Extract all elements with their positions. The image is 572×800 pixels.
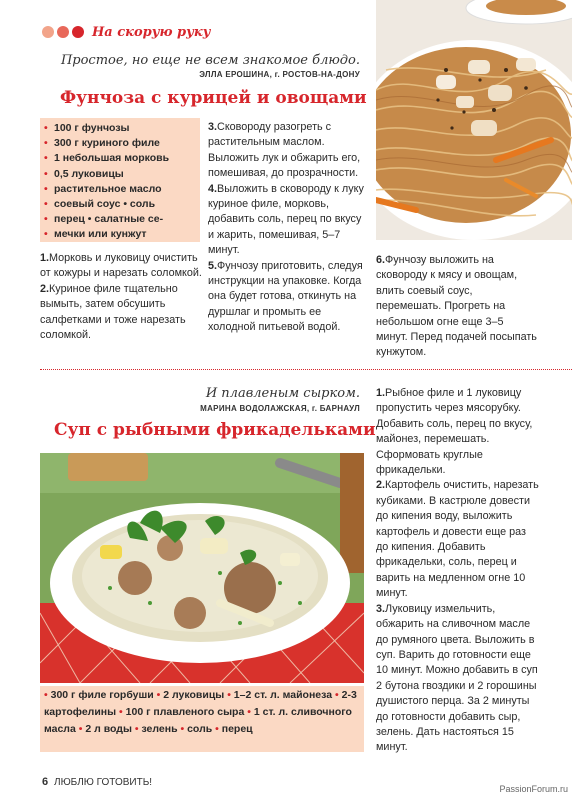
bullet-icon: • [335,689,339,701]
step-text: Картофель очистить, нарезать кубиками. В кастрюле довести до кипения воду, выложить картофель и довести еще раз до кипения. Добавить фрикадельки, соль, перец и варить на медленном огне 10 минут. [376,479,539,600]
recipe1-steps-right [376,253,538,361]
recipe2-ingredients [40,686,364,738]
section-dots [42,26,84,38]
step-number: 2. [376,479,386,492]
step-number: 3. [208,121,218,133]
dot-dark [72,26,84,38]
step-text: Морковь и луковицу очистить от кожуры и нарезать соломкой. [40,252,202,280]
bullet-icon: • [180,723,185,735]
recipe1-intro: Простое, но еще не всем знакомое блюдо. [60,53,360,68]
step-number: 6. [376,254,386,266]
step-number: 2. [40,282,50,295]
ingredient-item: • 0,5 луковицы [44,167,200,182]
recipe2-step-2 [376,478,540,601]
step-number: 5. [208,259,218,272]
funchoza-photo [376,0,572,240]
ingredient-item: • 300 г куриного филе [44,136,200,151]
recipe2-title: Суп с рыбными фрикадельками [54,420,376,440]
bullet-icon: • [215,723,219,735]
ingredient-item: 2 л воды [85,723,132,735]
soup-photo [40,453,364,683]
recipe1-ingredients [44,121,200,243]
recipe2-intro: И плавленым сырком. [205,386,360,401]
recipe2-ingredients-box [40,686,364,752]
dot-mid [57,26,69,38]
watermark: PassionForum.ru [499,784,568,794]
ingredient-item: • мечки или кунжут [44,227,200,242]
recipe1-ingredients-box [40,118,200,242]
recipe2-steps [376,386,540,756]
ingredient-item: 1 ст. л. сливочного масла [44,706,352,735]
recipe1-author: ЭЛЛА ЕРОШИНА, г. РОСТОВ-НА-ДОНУ [199,70,360,79]
recipe1-step-3 [208,120,368,182]
step-text: Луковицу измельчить, обжарить на сливочном масле до румяного цвета. Выложить в суп. Варить до готовности еще 10 минут. Можно добавить в суп 2 бутона гвоздики и 2 горошины душистого перца. За 2 минуты до готовности добавить сыр, зелень. Дать настояться 15 минут. [376,602,538,754]
recipe1-title: Фунчоза с курицей и овощами [60,88,367,108]
recipe1-steps-middle [208,120,368,336]
ingredient-item: • 100 г фунчозы [44,121,200,136]
step-text: Сковороду разогреть с растительным маслом. Выложить лук и обжарить его, помешивая, до прозрачности. [208,121,361,180]
step-number: 4. [208,182,218,195]
dot-light [42,26,54,38]
ingredient-item: • 1 небольшая морковь [44,151,200,166]
recipe2-step-1 [376,386,540,478]
funchoza-illustration [376,0,572,240]
step-text: Рыбное филе и 1 луковицу пропустить через мясорубку. Добавить соль, перец по вкусу, майонез, перемешать. Сформовать круглые фрикадельки. [376,387,533,477]
bullet-icon: • [134,723,139,735]
bullet-icon: • [119,706,123,718]
ingredient-item: • перец • салатные се- [44,212,200,227]
bullet-icon: • [247,706,251,718]
bullet-icon: • [227,689,231,701]
recipe1-step-5 [208,259,368,336]
recipe2-author: МАРИНА ВОДОЛАЖСКАЯ, г. БАРНАУЛ [200,404,360,413]
ingredient-item: 1–2 ст. л. майонеза [233,689,333,701]
step-text: Выложить в сковороду к луку куриное филе, морковь, добавить соль, перец по вкусу и жарить, помешивая, 5–7 минут. [208,182,364,257]
step-text: Фунчозу выложить на сковороду к мясу и овощам, влить соевый соус, перемешать. Прогреть на небольшом огне еще 3–5 минут. Перед подачей посыпать кунжутом. [376,254,537,359]
recipe1-step-4 [208,182,368,259]
recipe1-step-1 [40,251,202,282]
ingredient-item: соль [187,723,213,735]
section-tag: На скорую руку [92,25,211,40]
bullet-icon: • [78,723,83,735]
step-text: Фунчозу приготовить, следуя инструкции на упаковке. Когда она будет готова, откинуть на дуршлаг и промыть ее холодной питьевой водой. [208,259,363,334]
ingredient-item: 2 луковицы [163,689,225,701]
ingredient-item: • соевый соус • соль [44,197,200,212]
ingredient-item: 100 г плавленого сыра [125,706,245,718]
magazine-name: ЛЮБЛЮ ГОТОВИТЬ! [54,777,153,788]
recipe2-step-3 [376,602,540,756]
step-number: 3. [376,602,386,615]
bullet-icon: • [156,689,161,701]
ingredient-item: 300 г филе горбуши [50,689,154,701]
step-number: 1. [40,252,50,264]
ingredient-item: • растительное масло [44,182,200,197]
bullet-icon: • [44,689,48,701]
section-divider [40,369,572,370]
recipe1-step-2 [40,282,202,344]
soup-illustration [40,453,364,683]
ingredient-item: перец [221,723,253,735]
recipe1-steps-left [40,251,202,343]
ingredient-item: 2-3 картофелины [44,689,357,718]
page-number: 6 [42,776,49,788]
recipe1-step-6 [376,253,538,361]
step-text: Куриное филе тщательно вымыть, затем обсушить салфетками и тоже нарезать соломкой. [40,282,186,342]
ingredient-item: зелень [141,723,178,735]
step-number: 1. [376,387,386,399]
